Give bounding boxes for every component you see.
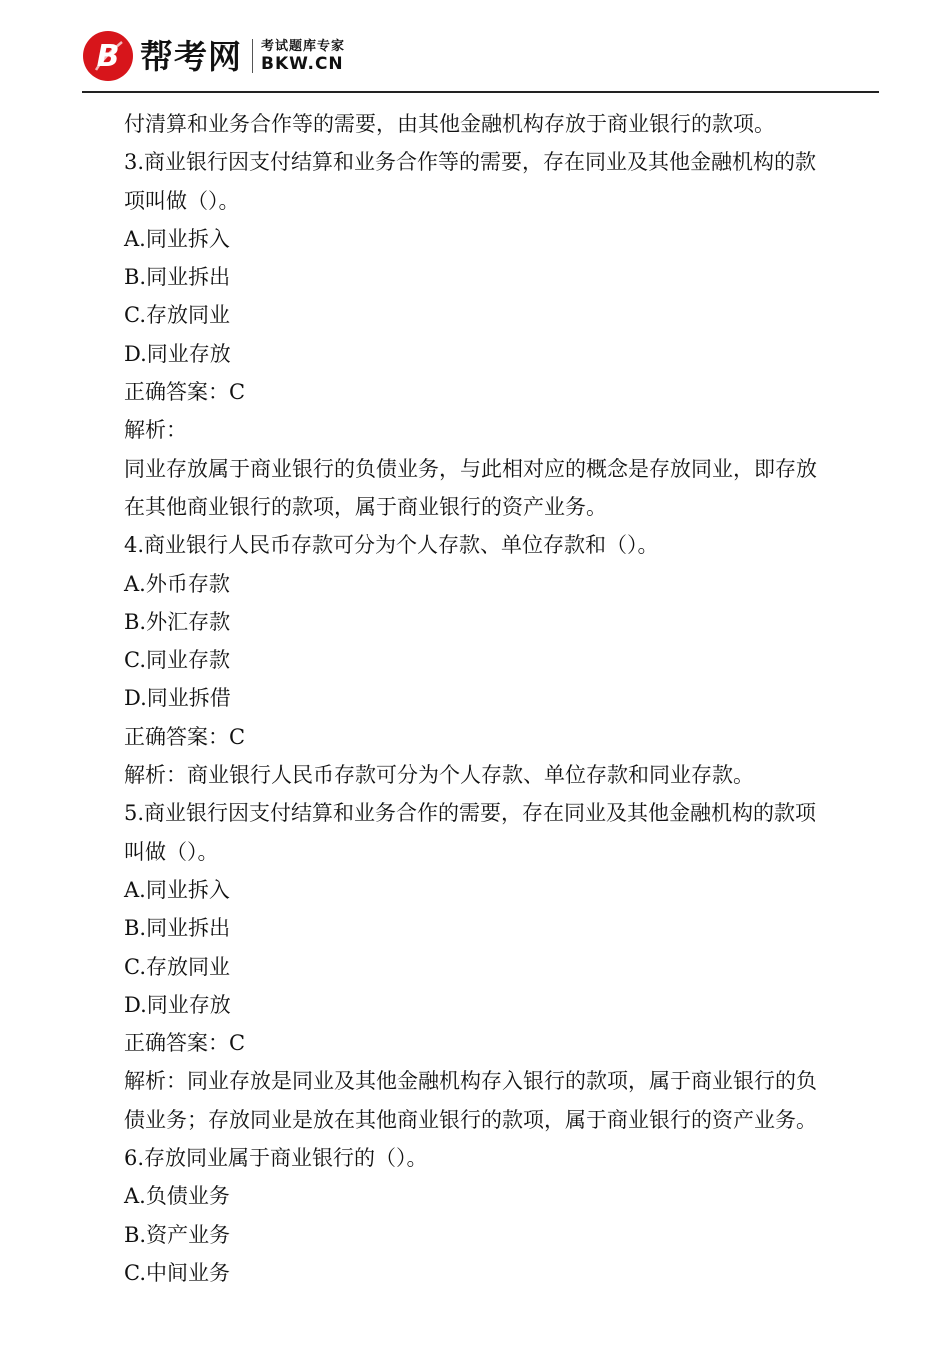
- question-stem: 3.商业银行因支付结算和业务合作等的需要，存在同业及其他金融机构的款: [124, 150, 817, 175]
- brand-name: 帮考网: [140, 36, 242, 76]
- logo-letter: B: [96, 39, 120, 74]
- answer-option: B.同业拆出: [124, 265, 231, 290]
- answer-option: B.外汇存款: [124, 609, 231, 634]
- answer-option: A.同业拆入: [124, 226, 230, 251]
- answer-option: D.同业拆借: [124, 686, 231, 711]
- question-stem: 4.商业银行人民币存款可分为个人存款、单位存款和（）。: [124, 533, 659, 558]
- question-stem: 项叫做（）。: [124, 188, 240, 213]
- answer-option: B.资产业务: [124, 1222, 231, 1247]
- explanation: 解析：同业存放是同业及其他金融机构存入银行的款项，属于商业银行的负: [124, 1069, 817, 1094]
- brand-logo-icon: [82, 30, 134, 82]
- brand-sub: [261, 40, 345, 73]
- correct-answer: 正确答案：C: [124, 380, 246, 405]
- explanation: 在其他商业银行的款项，属于商业银行的资产业务。: [124, 494, 607, 519]
- brand-logo: [82, 30, 345, 82]
- header-divider: [82, 91, 879, 93]
- answer-option: C.中间业务: [124, 1260, 230, 1285]
- document-body: [124, 105, 864, 1292]
- answer-option: D.同业存放: [124, 341, 231, 366]
- answer-option: A.同业拆入: [124, 877, 230, 902]
- answer-option: B.同业拆出: [124, 916, 231, 941]
- answer-option: A.外币存款: [124, 571, 230, 596]
- explanation: 债业务；存放同业是放在其他商业银行的款项，属于商业银行的资产业务。: [124, 1107, 817, 1132]
- correct-answer: 正确答案：C: [124, 724, 246, 749]
- answer-option: C.存放同业: [124, 954, 230, 979]
- brand-divider: [252, 39, 253, 73]
- explanation: 解析：: [124, 418, 187, 443]
- correct-answer: 正确答案：C: [124, 1031, 246, 1056]
- text-line: 付清算和业务合作等的需要，由其他金融机构存放于商业银行的款项。: [124, 112, 775, 136]
- brand-domain: BKW.CN: [261, 53, 344, 74]
- answer-option: D.同业存放: [124, 992, 231, 1017]
- answer-option: A.负债业务: [124, 1184, 230, 1209]
- explanation: 解析：商业银行人民币存款可分为个人存款、单位存款和同业存款。: [124, 763, 754, 788]
- explanation: 同业存放属于商业银行的负债业务，与此相对应的概念是存放同业，即存放: [124, 456, 817, 481]
- brand-tagline: 考试题库专家: [261, 38, 346, 54]
- page-header: [0, 0, 950, 95]
- question-stem: 5.商业银行因支付结算和业务合作的需要，存在同业及其他金融机构的款项: [124, 801, 817, 826]
- answer-option: C.存放同业: [124, 303, 230, 328]
- answer-option: C.同业存款: [124, 648, 230, 673]
- question-stem: 叫做（）。: [124, 839, 219, 864]
- question-stem: 6.存放同业属于商业银行的（）。: [124, 1146, 428, 1171]
